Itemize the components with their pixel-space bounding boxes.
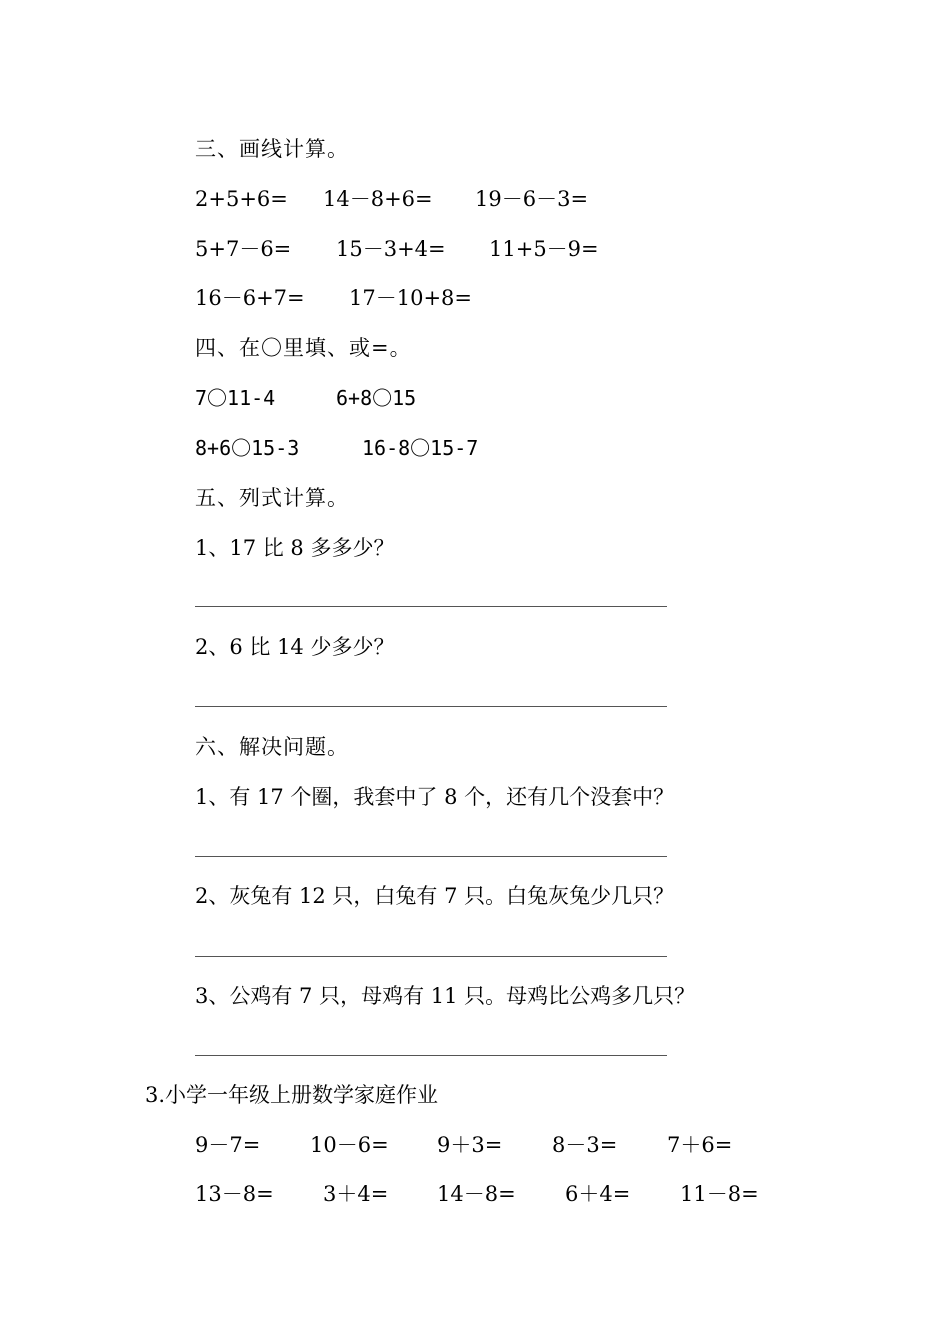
answer-line [195,856,667,857]
expression: 16－6+7= [195,286,305,310]
expression: 11+5－9= [489,237,599,261]
answer-line [195,606,667,607]
answer-line [195,1055,667,1056]
expression: 10－6= [310,1133,389,1157]
compare-row-2 [195,433,795,463]
expression: 2+5+6= [195,187,288,211]
calc-row-1 [195,184,795,214]
expression: 14－8= [437,1182,516,1206]
section4-title: 四、在〇里填、或=。 [195,336,412,360]
comparison: 7〇11-4 [195,386,276,410]
comparison: 6+8〇15 [336,386,417,410]
expression: 11－8= [680,1182,759,1206]
expression: 15－3+4= [336,237,446,261]
section6-title: 六、解决问题。 [195,735,349,759]
compare-row-1 [195,383,795,413]
expression: 17－10+8= [349,286,472,310]
expression: 7＋6= [667,1133,733,1157]
expression: 14－8+6= [323,187,433,211]
question: 2、6 比 14 少多少？ [195,635,395,659]
expression: 3＋4= [323,1182,389,1206]
section3-title: 三、画线计算。 [195,137,349,161]
expression: 13－8= [195,1182,274,1206]
homework-row-1 [195,1130,815,1160]
calc-row-3 [195,283,795,313]
expression: 8－3= [552,1133,618,1157]
comparison: 16-8〇15-7 [362,436,479,460]
expression: 6＋4= [565,1182,631,1206]
answer-line [195,956,667,957]
homework-row-2 [195,1179,815,1209]
expression: 19－6－3= [475,187,589,211]
comparison: 8+6〇15-3 [195,436,300,460]
expression: 5+7－6= [195,237,292,261]
expression: 9－7= [195,1133,261,1157]
calc-row-2 [195,234,795,264]
answer-line [195,706,667,707]
question: 1、有 17 个圈，我套中了 8 个，还有几个没套中？ [195,785,675,809]
question: 3、公鸡有 7 只，母鸡有 11 只。母鸡比公鸡多几只？ [195,984,696,1008]
expression: 9＋3= [437,1133,503,1157]
question: 1、17 比 8 多多少？ [195,536,395,560]
section5-title: 五、列式计算。 [195,486,349,510]
question: 2、灰兔有 12 只，白兔有 7 只。白兔灰兔少几只？ [195,884,675,908]
homework-title: 3.小学一年级上册数学家庭作业 [145,1083,439,1107]
